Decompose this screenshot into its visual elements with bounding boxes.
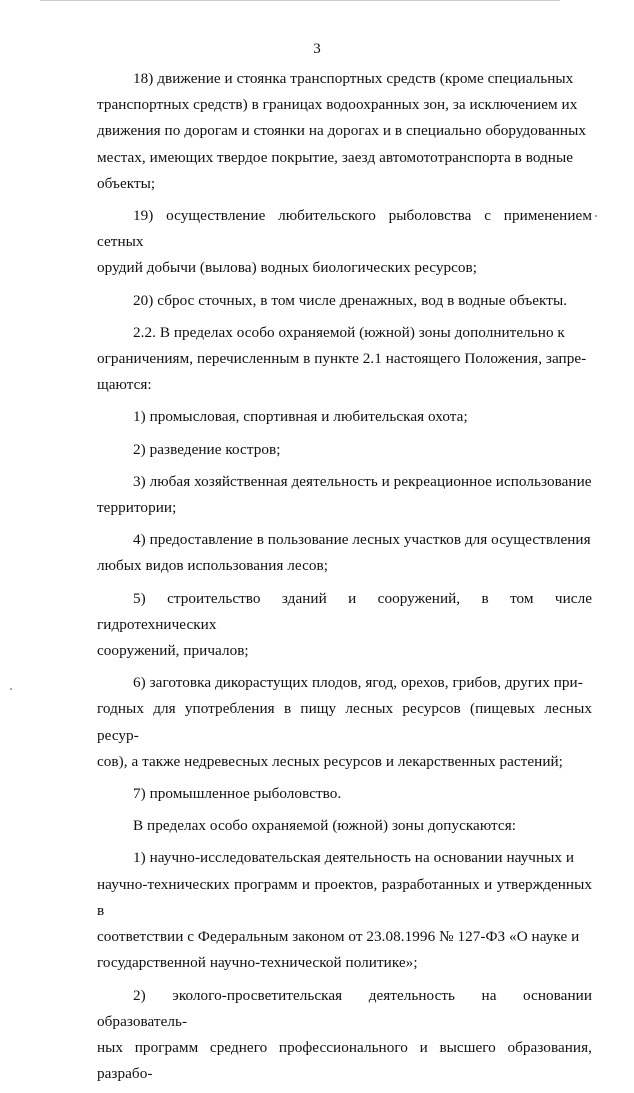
scan-speck: [595, 215, 597, 217]
paragraph-item-19: 19) осуществление любительского рыболовства с применением сетных орудий добычи (вылова) водных биологических ресурсов;: [97, 207, 592, 277]
paragraph-item-20: 20) сброс сточных, в том числе дренажных, вод в водные объекты.: [133, 291, 568, 309]
page-number: 3: [313, 41, 321, 57]
paragraph-prohibition-7: 7) промышленное рыболовство.: [133, 785, 342, 803]
paragraph-prohibition-3: 3) любая хозяйственная деятельность и рекреационное использование территории;: [97, 472, 592, 517]
paragraph-prohibition-2: 2) разведение костров;: [133, 440, 281, 458]
paragraph-permitted-2: 2) эколого-просветительская деятельность на основании образователь- ных программ среднего профессионального и высшего образования, разрабо-: [97, 986, 592, 1083]
paragraph-prohibition-6: 6) заготовка дикорастущих плодов, ягод, орехов, грибов, других при- годных для употребления в пищу лесных ресурсов (пищевых лесных ресур- сов), а также недревесных лесных ресурсов и лекарственных растений;: [97, 674, 592, 770]
paragraph-permitted-intro: В пределах особо охраняемой (южной) зоны допускаются:: [133, 817, 517, 835]
scan-speck: [10, 688, 12, 690]
paragraph-permitted-1: 1) научно-исследовательская деятельность на основании научных и научно-технических программ и проектов, разработанных и утвержденных в соответствии с Федеральным законом от 23.08.1996 № 127-ФЗ «О науке и государственной научно-технической политике»;: [97, 849, 592, 972]
paragraph-item-18: 18) движение и стоянка транспортных средств (кроме специальных транспортных средств) в границах водоохранных зон, за исключением их движения по дорогам и стоянки на дорогах и в специально оборудованных местах, имеющих твердое покрытие, заезд автомототранспорта в водные объекты;: [97, 70, 586, 192]
document-body: [97, 66, 592, 1093]
paragraph-prohibition-5: 5) строительство зданий и сооружений, в том числе гидротехнических сооружений, причалов;: [97, 589, 592, 660]
page-top-edge-line: [40, 0, 560, 1]
paragraph-prohibition-4: 4) предоставление в пользование лесных участков для осуществления любых видов использования лесов;: [97, 531, 591, 575]
paragraph-section-2-2: 2.2. В пределах особо охраняемой (южной) зоны дополнительно к ограничениям, перечисленным в пункте 2.1 настоящего Положения, запре- щаются:: [97, 323, 587, 394]
paragraph-prohibition-1: 1) промысловая, спортивная и любительская охота;: [133, 408, 468, 426]
